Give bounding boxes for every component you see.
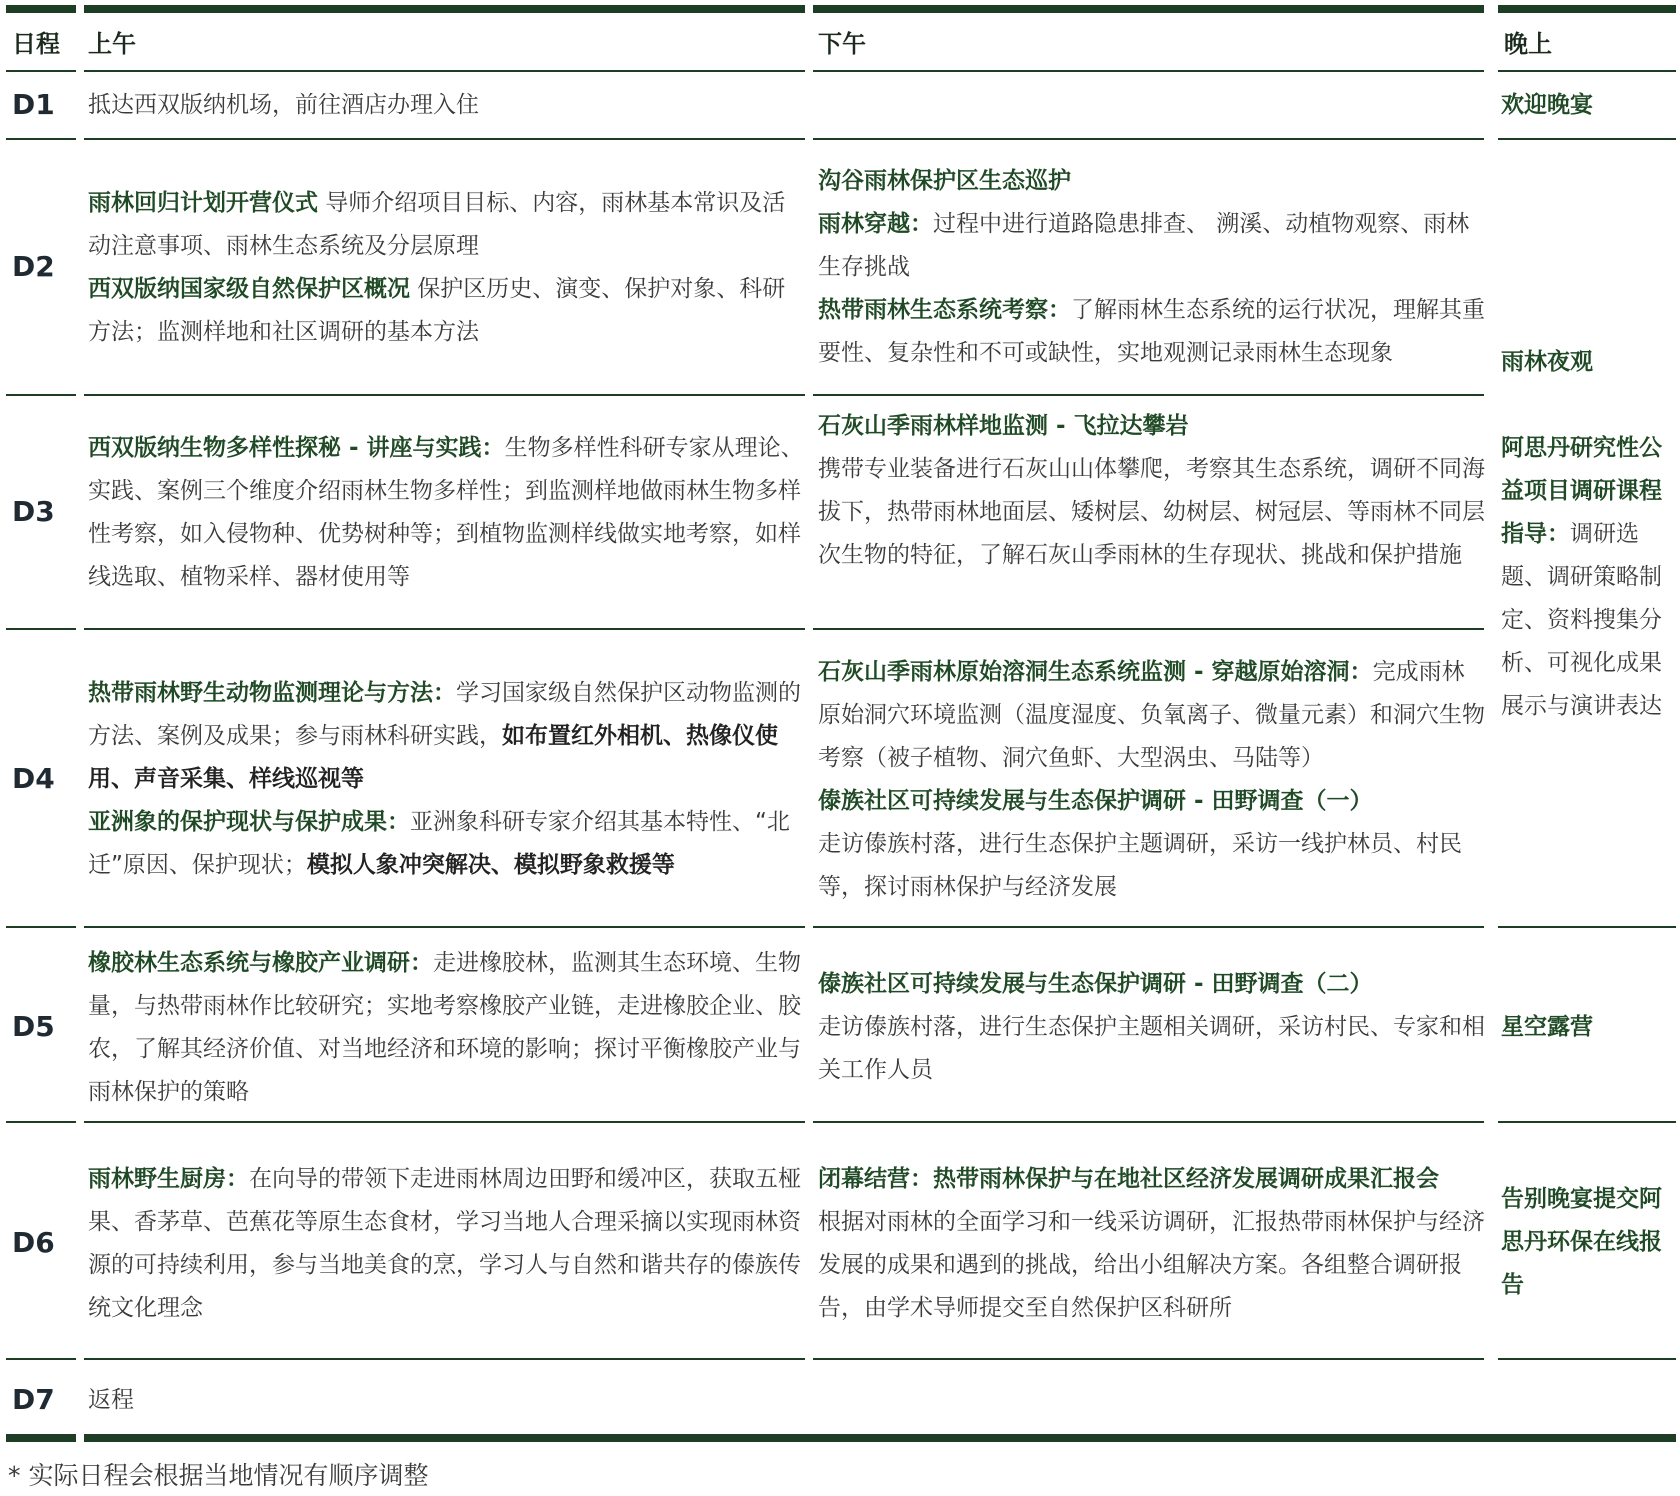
- d2-afternoon: [818, 160, 1486, 375]
- rule: [6, 70, 76, 72]
- day-label: D4: [12, 762, 55, 795]
- day-label: D7: [12, 1383, 55, 1416]
- item-title: 傣族社区可持续发展与生态保护调研 - 田野调查（二）: [818, 971, 1373, 997]
- rule: [84, 394, 805, 396]
- header-evening: 晚上: [1504, 30, 1552, 58]
- d2-evening-title: 雨林夜观: [1501, 349, 1593, 375]
- item-title: 西双版纳国家级自然保护区概况: [88, 276, 410, 302]
- d4-afternoon-item-1: [818, 651, 1486, 780]
- d4-morning: [88, 672, 808, 887]
- item-text: 生物多样性科研专家从理论、实践、案例三个维度介绍雨林生物多样性；到监测样地做雨林生物多样性考察，如入侵物种、优势树种等；到植物监测样线做实地考察，如样线选取、植物采样、器材使用等: [88, 435, 804, 590]
- d3-d4-evening: [1501, 427, 1676, 728]
- rule: [84, 1121, 805, 1123]
- item-title: 傣族社区可持续发展与生态保护调研 - 田野调查（一）: [818, 788, 1373, 814]
- d2-afternoon-item-2: [818, 203, 1486, 289]
- d1-morning-text: 抵达西双版纳机场，前往酒店办理入住: [88, 92, 479, 118]
- evening-course-text: 调研选题、调研策略制定、资料搜集分析、可视化成果展示与演讲表达: [1501, 521, 1662, 719]
- d4-morning-item-2: [88, 801, 808, 887]
- item-highlight: 模拟人象冲突解决、模拟野象救援等: [306, 852, 675, 878]
- rule: [813, 628, 1484, 630]
- rule: [1498, 70, 1676, 72]
- item-title: 热带雨林生态系统考察：: [818, 297, 1071, 323]
- rule: [6, 1358, 76, 1360]
- item-text: 走进橡胶林，监测其生态环境、生物量，与热带雨林作比较研究；实地考察橡胶产业链，走进橡胶企业、胶农，了解其经济价值、对当地经济和环境的影响；探讨平衡橡胶产业与雨林保护的策略: [88, 950, 801, 1105]
- d3-afternoon: [818, 405, 1486, 577]
- d2-afternoon-item-1: [818, 160, 1486, 203]
- d6-evening-title: 告别晚宴提交阿思丹环保在线报告: [1501, 1186, 1662, 1298]
- item-title: 石灰山季雨林原始溶洞生态系统监测 - 穿越原始溶洞：: [818, 659, 1373, 685]
- item-text: 导师介绍项目目标、内容，雨林基本常识及活动注意事项、雨林生态系统及分层原理: [88, 190, 786, 259]
- item-title: 热带雨林野生动物监测理论与方法：: [88, 680, 456, 706]
- rule: [813, 394, 1484, 396]
- rule: [6, 394, 76, 396]
- d4-afternoon: [818, 651, 1486, 909]
- rule: [84, 628, 805, 630]
- rule: [6, 628, 76, 630]
- d6-afternoon: [818, 1158, 1486, 1330]
- d2-evening: [1501, 341, 1676, 384]
- day-label: D6: [12, 1226, 55, 1259]
- d1-evening-title: 欢迎晚宴: [1501, 92, 1593, 118]
- rule: [84, 138, 805, 140]
- d2-morning-item-2: [88, 268, 808, 354]
- rule: [84, 70, 805, 72]
- item-text: 根据对雨林的全面学习和一线采访调研，汇报热带雨林保护与经济发展的成果和遇到的挑战，给出小组解决方案。各组整合调研报告，由学术导师提交至自然保护区科研所: [818, 1209, 1485, 1321]
- d6-morning: [88, 1158, 808, 1330]
- evening-course-title: 阿思丹研究性公益项目调研课程指导：: [1501, 435, 1662, 547]
- item-title: 闭幕结营：热带雨林保护与在地社区经济发展调研成果汇报会: [818, 1166, 1439, 1192]
- item-title: 橡胶林生态系统与橡胶产业调研：: [88, 950, 433, 976]
- day-label: D3: [12, 495, 55, 528]
- d5-evening-title: 星空露营: [1501, 1014, 1593, 1040]
- item-title: 雨林回归计划开营仪式: [88, 190, 318, 216]
- header-schedule: 日程: [12, 30, 60, 58]
- footnote: * 实际日程会根据当地情况有顺序调整: [8, 1461, 429, 1490]
- header-morning: 上午: [88, 30, 136, 58]
- rule: [1498, 1121, 1676, 1123]
- d2-morning-item-1: [88, 182, 808, 268]
- item-highlight: 如布置红外相机、热像仪使用、声音采集、样线巡视等: [88, 723, 778, 792]
- item-title: 雨林野生厨房：: [88, 1166, 249, 1192]
- d5-afternoon: [818, 963, 1486, 1092]
- d1-evening: [1501, 84, 1676, 127]
- rule: [84, 1358, 805, 1360]
- d5-morning: [88, 942, 808, 1114]
- d3-morning: [88, 427, 808, 599]
- day-label: D2: [12, 250, 55, 283]
- d2-afternoon-item-3: [818, 289, 1486, 375]
- bottom-rule: [6, 1434, 76, 1442]
- item-text: 了解雨林生态系统的运行状况，理解其重要性、复杂性和不可或缺性，实地观测记录雨林生态现象: [818, 297, 1485, 366]
- top-rule-afternoon: [813, 5, 1484, 13]
- item-text: 携带专业装备进行石灰山山体攀爬，考察其生态系统，调研不同海拔下，热带雨林地面层、矮树层、幼树层、树冠层、等雨林不同层次生物的特征，了解石灰山季雨林的生存现状、挑战和保护措施: [818, 456, 1485, 568]
- item-title: 西双版纳生物多样性探秘 - 讲座与实践：: [88, 435, 505, 461]
- d7-morning-text: 返程: [88, 1387, 134, 1413]
- rule: [6, 1121, 76, 1123]
- top-rule-evening: [1498, 5, 1676, 13]
- d1-morning: [88, 84, 808, 127]
- rule: [1498, 926, 1676, 928]
- top-rule-schedule: [6, 5, 76, 13]
- item-text: 亚洲象科研专家介绍其基本特性、“北迁”原因、保护现状；: [88, 809, 790, 878]
- rule: [813, 70, 1484, 72]
- rule: [6, 138, 76, 140]
- day-label: D1: [12, 88, 55, 121]
- item-text: 学习国家级自然保护区动物监测的方法、案例及成果；参与雨林科研实践，: [88, 680, 801, 749]
- day-label: D5: [12, 1010, 55, 1043]
- top-rule-morning: [84, 5, 805, 13]
- rule: [84, 926, 805, 928]
- item-text: 走访傣族村落，进行生态保护主题调研，采访一线护林员、村民等，探讨雨林保护与经济发展: [818, 831, 1462, 900]
- rule: [813, 1121, 1484, 1123]
- rule: [1498, 138, 1676, 140]
- item-title: 沟谷雨林保护区生态巡护: [818, 168, 1071, 194]
- bottom-rule: [84, 1434, 1676, 1442]
- item-title: 雨林穿越：: [818, 211, 933, 237]
- rule: [813, 1358, 1484, 1360]
- item-title: 石灰山季雨林样地监测 - 飞拉达攀岩: [818, 413, 1189, 439]
- item-title: 亚洲象的保护现状与保护成果：: [88, 809, 410, 835]
- d7-morning: [88, 1379, 808, 1422]
- item-text: 在向导的带领下走进雨林周边田野和缓冲区，获取五桠果、香茅草、芭蕉花等原生态食材，学习当地人合理采摘以实现雨林资源的可持续利用，参与当地美食的烹，学习人与自然和谐共存的傣族传统文化理念: [88, 1166, 801, 1321]
- header-afternoon: 下午: [818, 30, 866, 58]
- d2-morning: [88, 182, 808, 354]
- d6-evening: [1501, 1178, 1676, 1307]
- rule: [6, 926, 76, 928]
- rule: [813, 138, 1484, 140]
- rule: [813, 926, 1484, 928]
- item-text: 走访傣族村落，进行生态保护主题相关调研，采访村民、专家和相关工作人员: [818, 1014, 1485, 1083]
- d4-morning-item-1: [88, 672, 808, 801]
- item-text: 保护区历史、演变、保护对象、科研方法；监测样地和社区调研的基本方法: [88, 276, 786, 345]
- item-text: 完成雨林原始洞穴环境监测（温度湿度、负氧离子、微量元素）和洞穴生物考察（被子植物、洞穴鱼虾、大型涡虫、马陆等）: [818, 659, 1485, 771]
- rule: [1498, 1358, 1676, 1360]
- item-text: 过程中进行道路隐患排查、 溯溪、动植物观察、雨林生存挑战: [818, 211, 1470, 280]
- d5-evening: [1501, 1006, 1676, 1049]
